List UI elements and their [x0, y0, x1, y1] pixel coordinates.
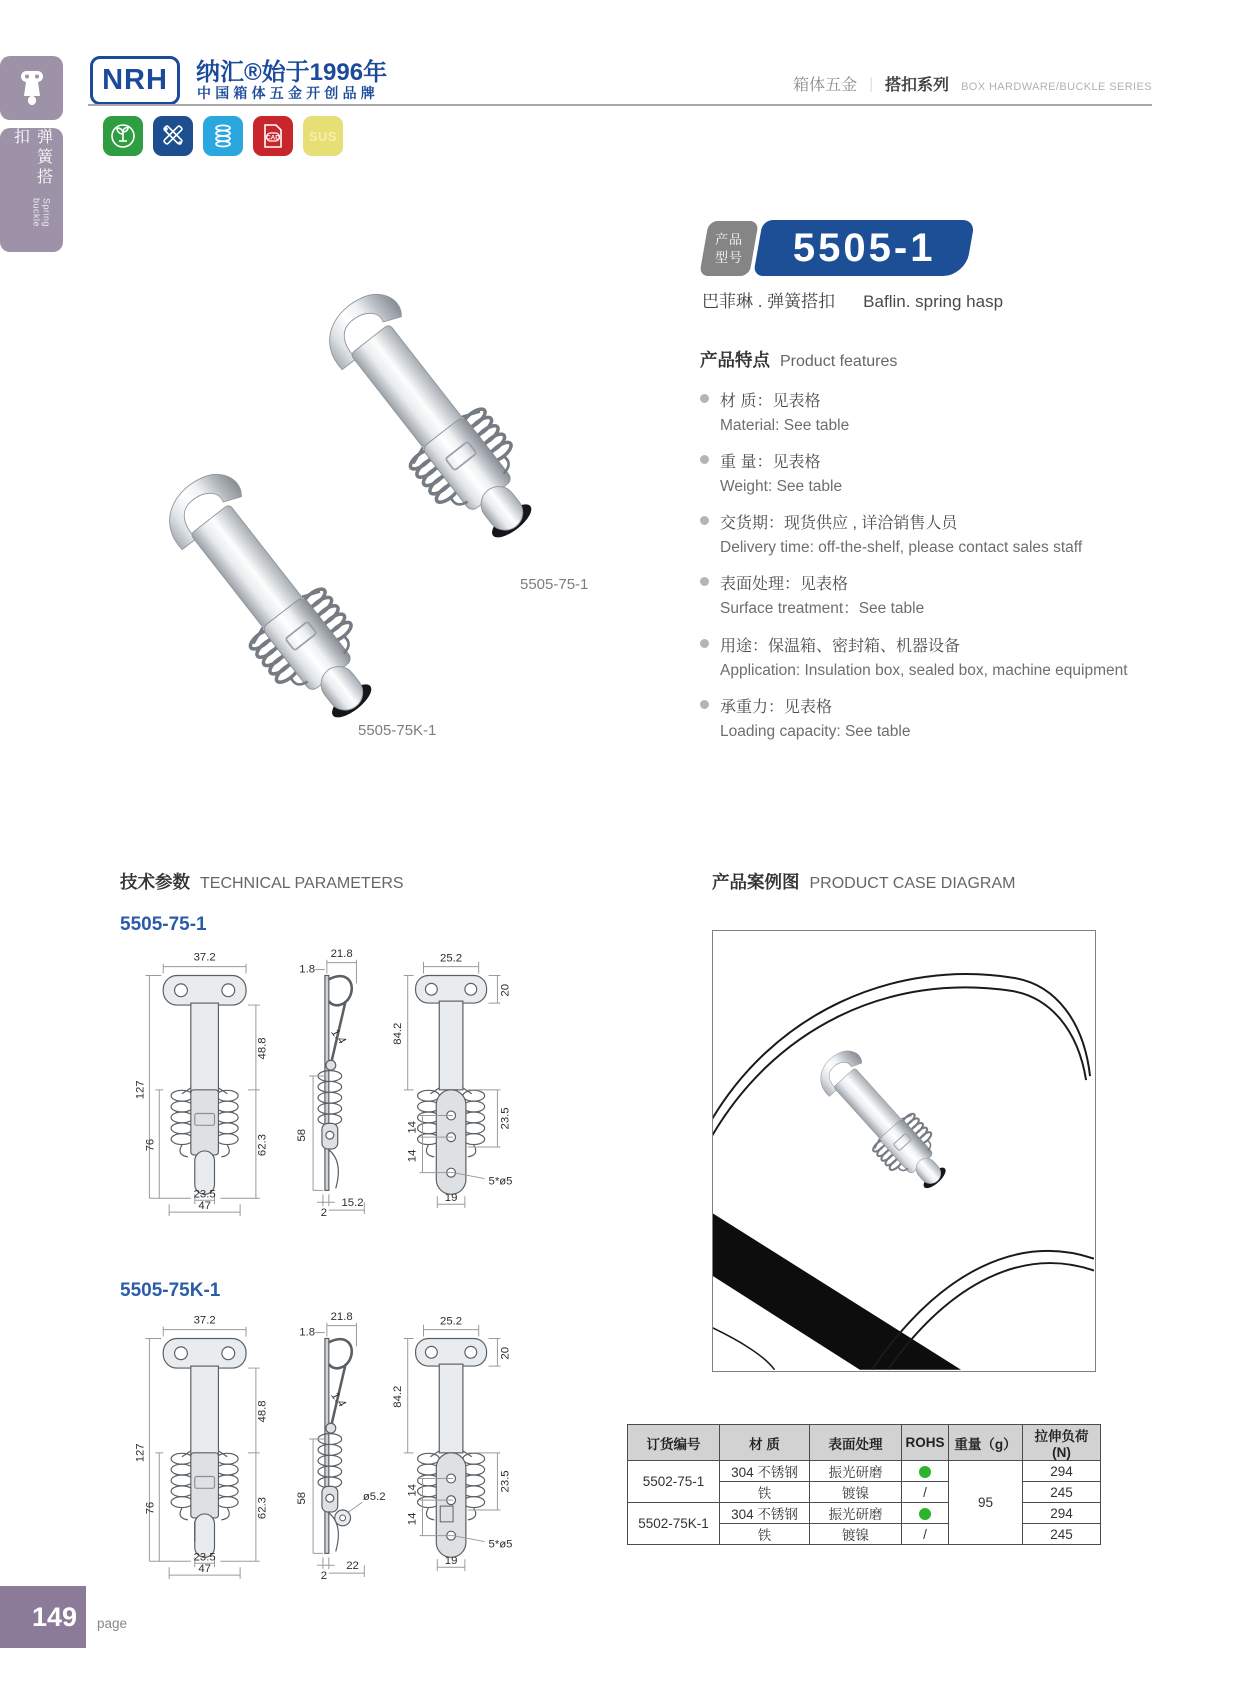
brand-slogan-line2: 中国箱体五金开创品牌 — [197, 85, 379, 101]
svg-text:127: 127 — [134, 1443, 147, 1463]
feature-application — [700, 633, 1178, 681]
order-no-cell: 5502-75-1 — [628, 1461, 720, 1503]
feature-surface — [700, 571, 1178, 619]
bullet-dot — [700, 700, 709, 709]
cad-badge-label: CAD — [266, 134, 280, 142]
table-row — [628, 1461, 1101, 1482]
box-band — [713, 1211, 961, 1370]
svg-text:58: 58 — [296, 1491, 309, 1505]
drawing-title-5505-75-1: 5505-75-1 — [120, 914, 207, 935]
feature-loading — [700, 694, 1178, 742]
bullet-dot — [700, 394, 709, 403]
svg-text:23.5: 23.5 — [499, 1107, 512, 1130]
latch-on-case — [808, 1042, 958, 1200]
svg-text:62.3: 62.3 — [256, 1134, 269, 1157]
rohs-pass-dot — [919, 1466, 931, 1478]
feature-en: Weight: See table — [720, 478, 843, 496]
feature-cn: 材 质：见表格 — [720, 393, 821, 410]
svg-text:1.8: 1.8 — [299, 1326, 316, 1339]
svg-text:84.2: 84.2 — [391, 1022, 404, 1045]
header-divider — [88, 104, 1152, 106]
svg-text:23.5: 23.5 — [193, 1188, 216, 1201]
case-title-cn: 产品案例图 — [712, 872, 800, 892]
spec-table — [627, 1424, 1101, 1545]
weight-cell: 95 — [949, 1461, 1023, 1545]
svg-text:19: 19 — [444, 1555, 458, 1568]
bullet-dot — [700, 455, 709, 464]
col-material: 材 质 — [720, 1425, 810, 1461]
feature-en: Application: Insulation box, sealed box, machine equipment — [720, 661, 1128, 679]
technical-drawing-5505-75-1 — [106, 940, 530, 1218]
nrh-logo — [90, 56, 180, 105]
model-number: 5505-1 — [792, 225, 936, 270]
sidebar-category-label-cn: 弹簧搭扣 — [11, 128, 52, 188]
surface-cell: 振光研磨 — [810, 1461, 902, 1482]
col-load: 拉伸负荷 (N) — [1023, 1425, 1101, 1461]
cad-badge — [253, 116, 293, 156]
load-cell: 245 — [1023, 1482, 1101, 1503]
svg-text:62.3: 62.3 — [256, 1497, 269, 1520]
svg-text:1.4: 1.4 — [328, 1026, 348, 1047]
svg-text:5*ø5: 5*ø5 — [488, 1175, 513, 1188]
drawing-title-5505-75K-1: 5505-75K-1 — [120, 1280, 221, 1301]
table-row — [628, 1503, 1101, 1524]
spring-badge — [203, 116, 243, 156]
svg-text:1.4: 1.4 — [328, 1389, 348, 1410]
latch-photo-left — [149, 459, 395, 720]
col-rohs: ROHS — [902, 1425, 949, 1461]
model-number-banner — [753, 220, 975, 276]
technical-drawing-5505-75K-1 — [106, 1303, 530, 1581]
surface-cell: 镀镍 — [810, 1524, 902, 1545]
brand-slogan-line1: 纳汇®始于1996年 — [196, 59, 388, 86]
latch-photo-right — [309, 279, 555, 557]
technical-parameters-title — [120, 869, 404, 894]
spring-buckle-icon — [17, 69, 47, 107]
photo-label-5505-75K-1: 5505-75K-1 — [358, 722, 437, 739]
load-cell: 294 — [1023, 1503, 1101, 1524]
design-tools-badge — [153, 116, 193, 156]
model-tag — [699, 221, 759, 276]
sprout-icon — [109, 122, 137, 150]
drawing-views — [163, 1338, 486, 1557]
svg-text:48.8: 48.8 — [256, 1400, 269, 1423]
rohs-pass-dot — [919, 1508, 931, 1520]
sus-badge — [303, 116, 343, 156]
order-no-cell: 5502-75K-1 — [628, 1503, 720, 1545]
svg-text:48.8: 48.8 — [256, 1037, 269, 1060]
svg-text:ø5.2: ø5.2 — [362, 1491, 386, 1504]
product-features — [700, 347, 1178, 755]
case-title-en: PRODUCT CASE DIAGRAM — [809, 875, 1016, 892]
feature-material — [700, 388, 1178, 436]
svg-text:20: 20 — [499, 983, 512, 997]
photo-label-5505-75-1: 5505-75-1 — [520, 576, 589, 593]
col-weight: 重量（g） — [949, 1425, 1023, 1461]
material-cell: 铁 — [720, 1482, 810, 1503]
svg-text:58: 58 — [296, 1128, 309, 1142]
svg-text:25.2: 25.2 — [440, 1315, 463, 1328]
svg-text:20: 20 — [499, 1346, 512, 1360]
feature-cn: 用途：保温箱、密封箱、机器设备 — [720, 637, 961, 655]
rohs-cell — [902, 1461, 949, 1482]
features-title-en: Product features — [780, 353, 898, 370]
tech-title-cn: 技术参数 — [120, 872, 190, 892]
product-subtitle-cn: 巴菲琳 . 弹簧搭扣 — [702, 292, 836, 311]
svg-text:127: 127 — [134, 1080, 147, 1100]
product-subtitle — [702, 287, 1003, 312]
rohs-cell — [902, 1503, 949, 1524]
product-photo — [100, 240, 680, 720]
svg-text:47: 47 — [198, 1200, 211, 1213]
col-surface: 表面处理 — [810, 1425, 902, 1461]
surface-cell: 镀镍 — [810, 1482, 902, 1503]
series-name: 搭扣系列 — [885, 77, 950, 94]
svg-text:5*ø5: 5*ø5 — [488, 1538, 513, 1551]
svg-text:15.2: 15.2 — [341, 1197, 364, 1210]
svg-text:21.8: 21.8 — [330, 947, 353, 960]
load-cell: 245 — [1023, 1524, 1101, 1545]
feature-en: Loading capacity: See table — [720, 722, 911, 740]
feature-cn: 重 量：见表格 — [720, 454, 821, 472]
sidebar-category-label-en: Spring buckle — [31, 198, 52, 228]
feature-en: Surface treatment：See table — [720, 600, 925, 618]
svg-text:21.8: 21.8 — [330, 1310, 353, 1323]
svg-text:25.2: 25.2 — [440, 952, 463, 965]
certification-badges — [103, 116, 343, 156]
material-cell: 304 不锈钢 — [720, 1461, 810, 1482]
feature-weight — [700, 449, 1178, 497]
spec-table-header-row — [628, 1425, 1101, 1461]
model-tag-line2: 型号 — [714, 249, 743, 265]
feature-cn: 表面处理：见表格 — [720, 576, 849, 594]
svg-text:23.5: 23.5 — [499, 1470, 512, 1493]
bullet-dot — [700, 577, 709, 586]
pencil-ruler-icon — [159, 122, 187, 150]
svg-text:19: 19 — [444, 1192, 458, 1205]
series-name-en: BOX HARDWARE/BUCKLE SERIES — [961, 81, 1152, 93]
drawing-views — [163, 975, 486, 1194]
sus-badge-label: SUS — [308, 128, 338, 144]
svg-text:2: 2 — [320, 1207, 328, 1218]
page-label: page — [97, 1616, 128, 1631]
feature-en: Delivery time: off-the-shelf, please contact sales staff — [720, 539, 1083, 557]
model-tag-line1: 产品 — [714, 231, 743, 247]
series-divider: ｜ — [863, 77, 879, 94]
surface-cell: 振光研磨 — [810, 1503, 902, 1524]
series-category: 箱体五金 — [793, 77, 858, 94]
sidebar-category-icon-tab[interactable] — [0, 56, 63, 120]
sidebar-category-tab[interactable] — [0, 128, 63, 252]
rohs-cell: / — [902, 1482, 949, 1503]
svg-text:22: 22 — [346, 1560, 359, 1573]
col-order-no: 订货编号 — [628, 1425, 720, 1461]
nrh-logo-text: NRH — [102, 64, 168, 96]
svg-text:47: 47 — [198, 1563, 211, 1576]
page-number-box — [0, 1586, 86, 1648]
svg-text:84.2: 84.2 — [391, 1385, 404, 1408]
material-cell: 304 不锈钢 — [720, 1503, 810, 1524]
feature-cn: 交货期：现货供应 , 详洽销售人员 — [720, 515, 958, 533]
cad-file-icon — [259, 122, 287, 150]
svg-text:2: 2 — [320, 1570, 328, 1581]
feature-cn: 承重力：见表格 — [720, 698, 833, 716]
tech-title-en: TECHNICAL PARAMETERS — [200, 875, 404, 892]
case-diagram-art — [713, 931, 1094, 1370]
feature-en: Material: See table — [720, 417, 850, 434]
svg-text:76: 76 — [144, 1501, 157, 1515]
coil-icon — [209, 122, 237, 150]
rohs-cell: / — [902, 1524, 949, 1545]
product-case-title — [712, 869, 1015, 894]
svg-text:37.2: 37.2 — [193, 1314, 216, 1327]
series-header — [793, 72, 1152, 95]
svg-text:1.8: 1.8 — [299, 963, 316, 976]
svg-text:37.2: 37.2 — [193, 951, 216, 964]
svg-text:76: 76 — [144, 1138, 157, 1152]
bullet-dot — [700, 516, 709, 525]
eco-badge — [103, 116, 143, 156]
svg-text:14: 14 — [406, 1149, 419, 1163]
svg-text:14: 14 — [406, 1484, 419, 1497]
svg-text:14: 14 — [406, 1512, 419, 1526]
features-title-cn: 产品特点 — [700, 350, 770, 370]
feature-delivery — [700, 510, 1178, 558]
bullet-dot — [700, 639, 709, 648]
product-case-diagram — [712, 930, 1096, 1372]
svg-text:23.5: 23.5 — [193, 1551, 216, 1564]
features-title — [700, 347, 1178, 372]
page-number: 149 — [31, 1601, 77, 1632]
material-cell: 铁 — [720, 1524, 810, 1545]
load-cell: 294 — [1023, 1461, 1101, 1482]
svg-text:14: 14 — [406, 1121, 419, 1134]
product-subtitle-en: Baflin. spring hasp — [863, 292, 1004, 311]
